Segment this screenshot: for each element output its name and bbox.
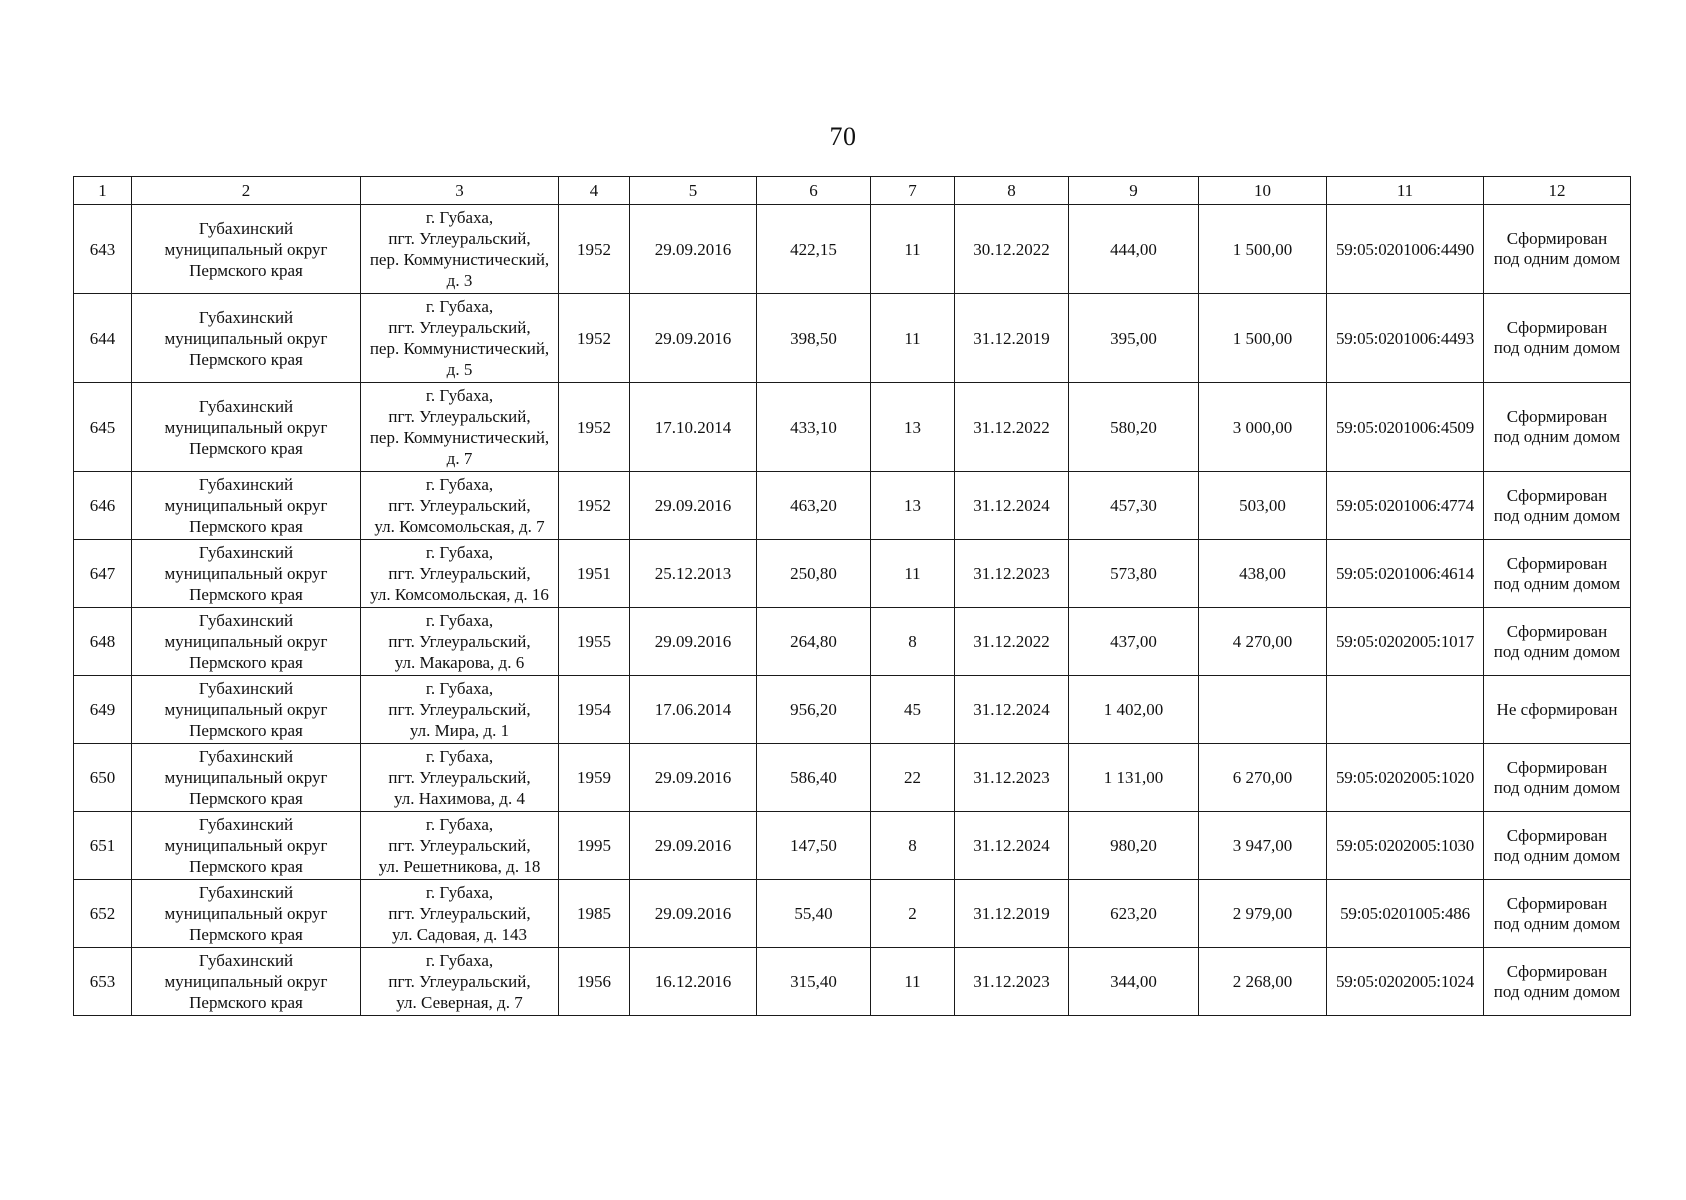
date-cell: 25.12.2013 <box>630 540 757 608</box>
municipality-cell <box>132 608 361 676</box>
status-cell-line: под одним домом <box>1493 338 1621 357</box>
municipality-cell-line: муниципальный округ <box>164 836 328 855</box>
status-cell <box>1484 608 1631 676</box>
area-cell: 433,10 <box>757 383 871 472</box>
address-cell <box>361 880 559 948</box>
date-cell: 29.09.2016 <box>630 472 757 540</box>
address-cell <box>361 540 559 608</box>
value-cell: 3 947,00 <box>1199 812 1327 880</box>
municipality-cell-line: Губахинский <box>198 475 294 494</box>
date-cell: 29.09.2016 <box>630 608 757 676</box>
date-cell: 31.12.2019 <box>955 880 1069 948</box>
year-cell: 1959 <box>559 744 630 812</box>
status-cell-line: под одним домом <box>1493 845 1621 865</box>
address-cell-line: д. 3 <box>446 271 473 290</box>
year-cell: 1952 <box>559 472 630 540</box>
date-cell: 17.10.2014 <box>630 383 757 472</box>
value-cell: 980,20 <box>1069 812 1199 880</box>
address-cell <box>361 205 559 294</box>
address-cell-line: ул. Северная, д. 7 <box>396 993 523 1012</box>
status-cell-line: под одним домом <box>1493 777 1621 797</box>
status-cell-line: Сформирован <box>1506 757 1608 777</box>
address-cell-line: пгт. Углеуральский, <box>388 972 531 991</box>
column-number-row <box>74 177 1631 205</box>
table-body <box>74 205 1631 1016</box>
column-header: 10 <box>1199 177 1327 205</box>
address-cell <box>361 676 559 744</box>
value-cell: 438,00 <box>1199 540 1327 608</box>
date-cell: 31.12.2022 <box>955 383 1069 472</box>
address-cell-line: г. Губаха, <box>425 208 494 227</box>
municipality-cell-line: Губахинский <box>198 747 294 766</box>
status-cell-line: под одним домом <box>1493 981 1621 1001</box>
address-cell-line: ул. Решетникова, д. 18 <box>378 857 541 876</box>
address-cell-line: г. Губаха, <box>425 883 494 902</box>
table-row <box>74 472 1631 540</box>
count-cell: 8 <box>871 812 955 880</box>
municipality-cell-line: Губахинский <box>198 611 294 630</box>
cadastral-number-cell <box>1327 676 1484 744</box>
address-cell-line: пгт. Углеуральский, <box>388 318 531 337</box>
status-cell-line: Сформирован <box>1506 621 1608 641</box>
cadastral-number-cell: 59:05:0201006:4509 <box>1327 383 1484 472</box>
value-cell: 437,00 <box>1069 608 1199 676</box>
address-cell <box>361 294 559 383</box>
cadastral-number-cell: 59:05:0202005:1024 <box>1327 948 1484 1016</box>
municipality-cell-line: Пермского края <box>189 517 303 536</box>
status-cell <box>1484 472 1631 540</box>
area-cell: 264,80 <box>757 608 871 676</box>
area-cell: 250,80 <box>757 540 871 608</box>
status-cell-line: под одним домом <box>1493 573 1621 593</box>
address-cell-line: пгт. Углеуральский, <box>388 632 531 651</box>
area-cell: 956,20 <box>757 676 871 744</box>
address-cell-line: пер. Коммунистический, <box>369 250 550 269</box>
table-row <box>74 294 1631 383</box>
date-cell: 29.09.2016 <box>630 294 757 383</box>
row-number-cell: 648 <box>74 608 132 676</box>
municipality-cell <box>132 383 361 472</box>
status-cell-line: под одним домом <box>1493 427 1621 446</box>
municipality-cell-line: муниципальный округ <box>164 328 328 348</box>
count-cell: 22 <box>871 744 955 812</box>
address-cell-line: пгт. Углеуральский, <box>388 496 531 515</box>
municipality-cell <box>132 948 361 1016</box>
municipality-cell-line: Пермского края <box>189 857 303 876</box>
address-cell-line: ул. Садовая, д. 143 <box>391 925 528 944</box>
status-cell-line: Сформирован <box>1506 318 1608 337</box>
area-cell: 422,15 <box>757 205 871 294</box>
status-cell-line: Сформирован <box>1506 485 1608 505</box>
row-number-cell: 647 <box>74 540 132 608</box>
count-cell: 45 <box>871 676 955 744</box>
column-header: 12 <box>1484 177 1631 205</box>
address-cell-line: пгт. Углеуральский, <box>388 700 531 719</box>
year-cell: 1952 <box>559 383 630 472</box>
value-cell: 344,00 <box>1069 948 1199 1016</box>
column-header: 7 <box>871 177 955 205</box>
value-cell: 573,80 <box>1069 540 1199 608</box>
value-cell: 1 500,00 <box>1199 205 1327 294</box>
area-cell: 398,50 <box>757 294 871 383</box>
status-cell <box>1484 948 1631 1016</box>
year-cell: 1955 <box>559 608 630 676</box>
value-cell: 457,30 <box>1069 472 1199 540</box>
municipality-cell-line: Пермского края <box>189 438 303 458</box>
area-cell: 586,40 <box>757 744 871 812</box>
row-number-cell: 651 <box>74 812 132 880</box>
municipality-cell <box>132 744 361 812</box>
count-cell: 13 <box>871 383 955 472</box>
municipality-cell-line: Губахинский <box>198 396 294 416</box>
municipality-cell-line: Губахинский <box>198 543 294 562</box>
municipality-cell-line: муниципальный округ <box>164 417 328 437</box>
address-cell-line: пгт. Углеуральский, <box>388 904 531 923</box>
municipality-cell-line: муниципальный округ <box>164 904 328 923</box>
date-cell: 31.12.2019 <box>955 294 1069 383</box>
row-number-cell: 645 <box>74 383 132 472</box>
date-cell: 31.12.2023 <box>955 744 1069 812</box>
count-cell: 11 <box>871 205 955 294</box>
municipality-cell-line: Пермского края <box>189 585 303 604</box>
municipality-cell-line: муниципальный округ <box>164 972 328 991</box>
address-cell-line: пер. Коммунистический, <box>369 339 550 358</box>
address-cell-line: д. 7 <box>446 449 473 468</box>
row-number-cell: 653 <box>74 948 132 1016</box>
housing-register-table <box>73 176 1631 1016</box>
address-cell-line: г. Губаха, <box>425 543 494 562</box>
municipality-cell-line: муниципальный округ <box>164 700 328 719</box>
row-number-cell: 644 <box>74 294 132 383</box>
table-row <box>74 608 1631 676</box>
area-cell: 315,40 <box>757 948 871 1016</box>
area-cell: 55,40 <box>757 880 871 948</box>
municipality-cell <box>132 812 361 880</box>
count-cell: 11 <box>871 948 955 1016</box>
address-cell-line: г. Губаха, <box>425 297 494 316</box>
value-cell: 4 270,00 <box>1199 608 1327 676</box>
address-cell-line: пгт. Углеуральский, <box>388 836 531 855</box>
count-cell: 11 <box>871 294 955 383</box>
year-cell: 1952 <box>559 205 630 294</box>
table-row <box>74 880 1631 948</box>
date-cell: 16.12.2016 <box>630 948 757 1016</box>
value-cell: 6 270,00 <box>1199 744 1327 812</box>
date-cell: 31.12.2023 <box>955 540 1069 608</box>
address-cell-line: г. Губаха, <box>425 951 494 970</box>
municipality-cell-line: Пермского края <box>189 349 303 369</box>
municipality-cell <box>132 205 361 294</box>
municipality-cell-line: Пермского края <box>189 789 303 808</box>
table-row <box>74 676 1631 744</box>
address-cell-line: ул. Комсомольская, д. 7 <box>374 517 545 536</box>
municipality-cell-line: муниципальный округ <box>164 496 328 515</box>
date-cell: 31.12.2024 <box>955 812 1069 880</box>
column-header: 11 <box>1327 177 1484 205</box>
table-row <box>74 948 1631 1016</box>
address-cell <box>361 812 559 880</box>
municipality-cell-line: Губахинский <box>198 815 294 834</box>
address-cell-line: г. Губаха, <box>425 679 494 698</box>
date-cell: 31.12.2024 <box>955 676 1069 744</box>
count-cell: 2 <box>871 880 955 948</box>
value-cell: 580,20 <box>1069 383 1199 472</box>
address-cell-line: г. Губаха, <box>425 386 494 405</box>
cadastral-number-cell: 59:05:0201006:4774 <box>1327 472 1484 540</box>
table-row <box>74 812 1631 880</box>
status-cell-line: Сформирован <box>1506 961 1608 981</box>
address-cell-line: пгт. Углеуральский, <box>388 407 531 426</box>
column-header: 9 <box>1069 177 1199 205</box>
address-cell-line: пер. Коммунистический, <box>369 428 550 447</box>
municipality-cell-line: Губахинский <box>198 679 294 698</box>
year-cell: 1951 <box>559 540 630 608</box>
date-cell: 29.09.2016 <box>630 812 757 880</box>
cadastral-number-cell: 59:05:0201006:4614 <box>1327 540 1484 608</box>
date-cell: 31.12.2023 <box>955 948 1069 1016</box>
row-number-cell: 649 <box>74 676 132 744</box>
municipality-cell-line: муниципальный округ <box>164 632 328 651</box>
row-number-cell: 650 <box>74 744 132 812</box>
status-cell-line: Сформирован <box>1506 553 1608 573</box>
year-cell: 1985 <box>559 880 630 948</box>
table-row <box>74 744 1631 812</box>
row-number-cell: 646 <box>74 472 132 540</box>
column-header: 6 <box>757 177 871 205</box>
year-cell: 1952 <box>559 294 630 383</box>
column-header: 2 <box>132 177 361 205</box>
column-header: 3 <box>361 177 559 205</box>
municipality-cell-line: Губахинский <box>198 951 294 970</box>
status-cell-line: Сформирован <box>1506 407 1608 426</box>
cadastral-number-cell: 59:05:0201005:486 <box>1327 880 1484 948</box>
address-cell <box>361 608 559 676</box>
date-cell: 30.12.2022 <box>955 205 1069 294</box>
value-cell: 3 000,00 <box>1199 383 1327 472</box>
date-cell: 29.09.2016 <box>630 744 757 812</box>
table-row <box>74 540 1631 608</box>
year-cell: 1954 <box>559 676 630 744</box>
status-cell-line: под одним домом <box>1493 913 1621 933</box>
cadastral-number-cell: 59:05:0202005:1030 <box>1327 812 1484 880</box>
date-cell: 17.06.2014 <box>630 676 757 744</box>
date-cell: 29.09.2016 <box>630 205 757 294</box>
municipality-cell-line: муниципальный округ <box>164 564 328 583</box>
value-cell <box>1199 676 1327 744</box>
status-cell <box>1484 880 1631 948</box>
address-cell-line: пгт. Углеуральский, <box>388 768 531 787</box>
count-cell: 13 <box>871 472 955 540</box>
table-row <box>74 205 1631 294</box>
value-cell: 503,00 <box>1199 472 1327 540</box>
count-cell: 8 <box>871 608 955 676</box>
municipality-cell-line: муниципальный округ <box>164 768 328 787</box>
status-cell-line: Сформирован <box>1506 825 1608 845</box>
address-cell-line: пгт. Углеуральский, <box>388 564 531 583</box>
municipality-cell <box>132 294 361 383</box>
address-cell <box>361 744 559 812</box>
count-cell: 11 <box>871 540 955 608</box>
row-number-cell: 652 <box>74 880 132 948</box>
date-cell: 29.09.2016 <box>630 880 757 948</box>
cadastral-number-cell: 59:05:0202005:1020 <box>1327 744 1484 812</box>
address-cell <box>361 948 559 1016</box>
municipality-cell <box>132 472 361 540</box>
status-cell <box>1484 383 1631 472</box>
status-cell-line: Сформирован <box>1506 229 1608 248</box>
status-cell-line: Сформирован <box>1506 893 1608 913</box>
value-cell: 2 268,00 <box>1199 948 1327 1016</box>
year-cell: 1995 <box>559 812 630 880</box>
column-header: 1 <box>74 177 132 205</box>
municipality-cell <box>132 676 361 744</box>
value-cell: 395,00 <box>1069 294 1199 383</box>
municipality-cell-line: Губахинский <box>198 307 294 327</box>
column-header: 8 <box>955 177 1069 205</box>
status-cell <box>1484 812 1631 880</box>
municipality-cell <box>132 540 361 608</box>
status-cell-line: Не сформирован <box>1496 699 1618 719</box>
value-cell: 1 500,00 <box>1199 294 1327 383</box>
status-cell <box>1484 294 1631 383</box>
address-cell-line: г. Губаха, <box>425 815 494 834</box>
municipality-cell-line: Пермского края <box>189 260 303 280</box>
address-cell-line: ул. Макарова, д. 6 <box>394 653 525 672</box>
area-cell: 147,50 <box>757 812 871 880</box>
address-cell-line: д. 5 <box>446 360 473 379</box>
status-cell <box>1484 540 1631 608</box>
date-cell: 31.12.2022 <box>955 608 1069 676</box>
municipality-cell-line: Губахинский <box>198 883 294 902</box>
date-cell: 31.12.2024 <box>955 472 1069 540</box>
cadastral-number-cell: 59:05:0201006:4490 <box>1327 205 1484 294</box>
address-cell-line: ул. Нахимова, д. 4 <box>394 789 525 808</box>
status-cell <box>1484 205 1631 294</box>
status-cell <box>1484 744 1631 812</box>
status-cell-line: под одним домом <box>1493 249 1621 268</box>
value-cell: 444,00 <box>1069 205 1199 294</box>
value-cell: 1 402,00 <box>1069 676 1199 744</box>
address-cell-line: г. Губаха, <box>425 747 494 766</box>
status-cell-line: под одним домом <box>1493 505 1621 525</box>
column-header: 5 <box>630 177 757 205</box>
municipality-cell-line: Губахинский <box>198 218 294 238</box>
municipality-cell-line: муниципальный округ <box>164 239 328 259</box>
cadastral-number-cell: 59:05:0202005:1017 <box>1327 608 1484 676</box>
page-number: 70 <box>829 122 857 151</box>
municipality-cell-line: Пермского края <box>189 653 303 672</box>
year-cell: 1956 <box>559 948 630 1016</box>
status-cell-line: под одним домом <box>1493 641 1621 661</box>
municipality-cell-line: Пермского края <box>189 925 303 944</box>
address-cell-line: г. Губаха, <box>425 475 494 494</box>
status-cell <box>1484 676 1631 744</box>
address-cell-line: ул. Комсомольская, д. 16 <box>370 585 549 604</box>
row-number-cell: 643 <box>74 205 132 294</box>
address-cell-line: пгт. Углеуральский, <box>388 229 531 248</box>
area-cell: 463,20 <box>757 472 871 540</box>
municipality-cell-line: Пермского края <box>189 721 303 740</box>
municipality-cell <box>132 880 361 948</box>
address-cell-line: г. Губаха, <box>425 611 494 630</box>
value-cell: 2 979,00 <box>1199 880 1327 948</box>
municipality-cell-line: Пермского края <box>189 993 303 1012</box>
cadastral-number-cell: 59:05:0201006:4493 <box>1327 294 1484 383</box>
address-cell-line: ул. Мира, д. 1 <box>409 721 510 740</box>
value-cell: 1 131,00 <box>1069 744 1199 812</box>
address-cell <box>361 472 559 540</box>
table-row <box>74 383 1631 472</box>
value-cell: 623,20 <box>1069 880 1199 948</box>
address-cell <box>361 383 559 472</box>
column-header: 4 <box>559 177 630 205</box>
